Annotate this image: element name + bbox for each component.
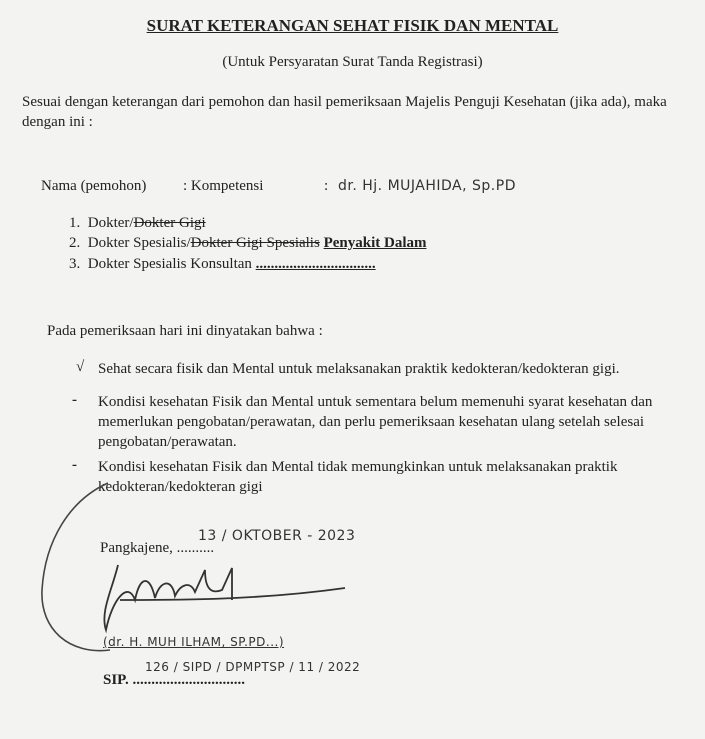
condition-text: Kondisi kesehatan Fisik dan Mental untuk sementara belum memenuhi syarat kesehatan dan memerlukan pengobatan/perawatan, dan perlu pemeriksaan kesehatan ulang setelah selesai pengobatan/perawatan. xyxy=(98,394,653,450)
competency-item: 3. Dokter Spesialis Konsultan ................................ xyxy=(69,256,376,272)
document-title: SURAT KETERANGAN SEHAT FISIK DAN MENTAL xyxy=(146,16,559,35)
signature-place: Pangkajene, .......... xyxy=(100,540,215,556)
signer-name-handwritten: (dr. H. MUH ILHAM, SP.PD...) xyxy=(103,635,285,649)
signature-date-handwritten: 13 / OKTOBER - 2023 xyxy=(198,528,356,544)
applicant-name-handwritten: dr. Hj. MUJAHIDA, Sp.PD xyxy=(338,178,516,194)
condition-text: Kondisi kesehatan Fisik dan Mental tidak memungkinkan untuk melaksanakan praktik kedokteran/kedokteran gigi xyxy=(98,459,618,495)
dash-marker: - xyxy=(72,457,77,473)
document-subtitle: (Untuk Persyaratan Surat Tanda Registrasi) xyxy=(222,54,483,70)
competency-item: 1. Dokter/Dokter Gigi xyxy=(69,215,206,231)
statement-intro: Pada pemeriksaan hari ini dinyatakan bahwa : xyxy=(47,323,323,339)
name-separator: : xyxy=(324,178,329,194)
name-label: Nama (pemohon) xyxy=(41,178,147,194)
competence-label: : Kompetensi xyxy=(183,178,264,194)
check-icon: √ xyxy=(76,359,85,375)
dash-marker: - xyxy=(72,392,77,408)
intro-paragraph: Sesuai dengan keterangan dari pemohon dan hasil pemeriksaan Majelis Penguji Kesehatan (jika ada), maka dengan ini : xyxy=(22,94,667,130)
sip-number-handwritten: 126 / SIPD / DPMPTSP / 11 / 2022 xyxy=(145,660,361,674)
competency-item: 2. Dokter Spesialis/Dokter Gigi Spesialis Penyakit Dalam xyxy=(69,235,427,251)
condition-text: Sehat secara fisik dan Mental untuk melaksanakan praktik kedokteran/kedokteran gigi. xyxy=(98,361,620,377)
sip-line: SIP. .............................. xyxy=(103,672,245,688)
